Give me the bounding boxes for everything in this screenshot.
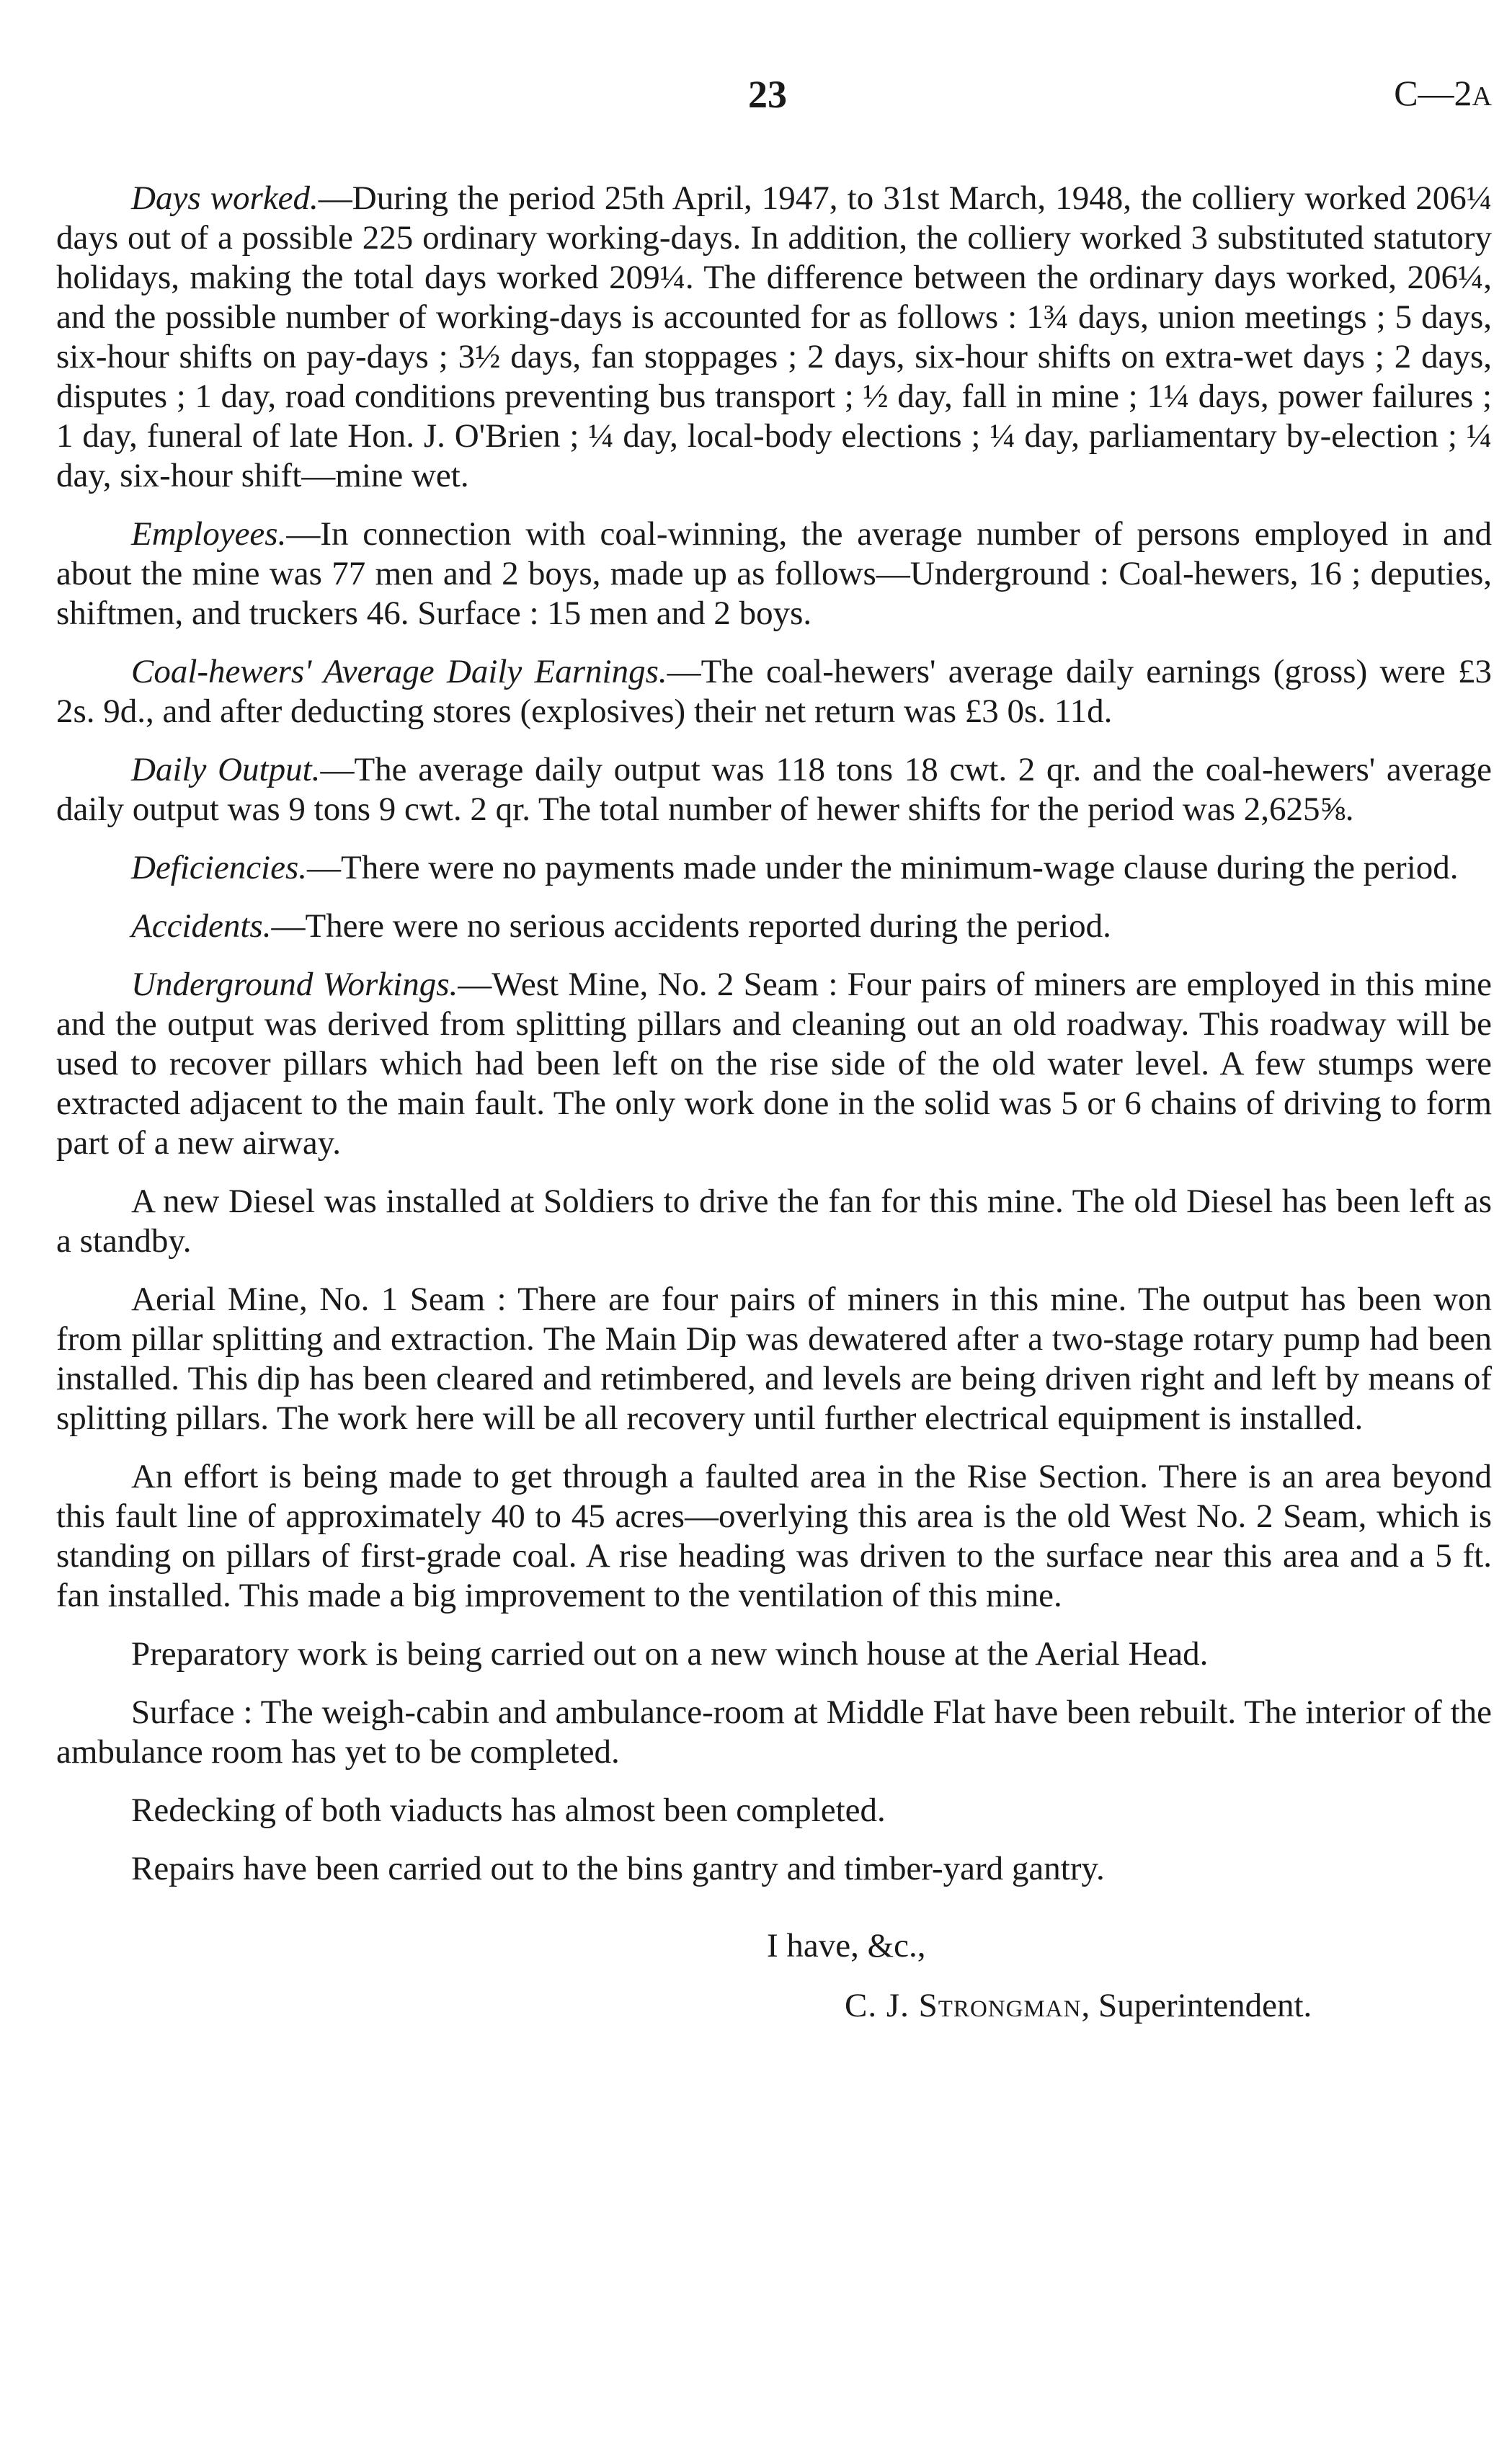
signature-line: [845, 1986, 1492, 2026]
closing-greeting: I have, &c.,: [767, 1927, 926, 1964]
paragraph-text: —The average daily output was 118 tons 18 cwt. 2 qr. and the coal-hewers' average daily output was 9 tons 9 cwt. 2 qr. The total number of hewer shifts for the period was 2,625⅝.: [56, 751, 1492, 828]
page-header: [56, 72, 1492, 130]
paragraph-faulted-area: [56, 1457, 1492, 1616]
paragraph-text: —There were no serious accidents reported during the period.: [271, 907, 1111, 945]
signer-name: C. J. Strongman: [845, 1987, 1082, 2024]
paragraph-text: An effort is being made to get through a faulted area in the Rise Section. There is an area beyond this fault line of approximately 40 to 45 acres—overlying this area is the old West No. 2 Seam, which is standing on pillars of first-grade coal. A rise heading was driven to the surface near this area and a 5 ft. fan installed. This made a big improvement to the ventilation of this mine.: [56, 1458, 1492, 1614]
signer-title: , Superintendent.: [1081, 1987, 1312, 2024]
paragraph-text: —In connection with coal-winning, the average number of persons employed in and about the mine was 77 men and 2 boys, made up as follows—Underground : Coal-hewers, 16 ; deputies, shiftmen, and truckers 46. Surface : 15 men and 2 boys.: [56, 515, 1492, 632]
paragraph-text: —During the period 25th April, 1947, to 31st March, 1948, the colliery worked 206¼ days out of a possible 225 ordinary working-days. In addition, the colliery worked 3 substituted statutory holidays, making the total days worked 209¼. The difference between the ordinary days worked, 206¼, and the possible number of working-days is accounted for as follows : 1¾ days, union meetings ; 5 days, six-hour shifts on pay-days ; 3½ days, fan stoppages ; 2 days, six-hour shifts on extra-wet days ; 2 days, disputes ; 1 day, road conditions preventing bus transport ; ½ day, fall in mine ; 1¼ days, power failures ; 1 day, funeral of late Hon. J. O'Brien ; ¼ day, local-body elections ; ¼ day, parliamentary by-election ; ¼ day, six-hour shift—mine wet.: [56, 179, 1492, 494]
document-reference: [1394, 72, 1492, 114]
paragraph-underground-workings: [56, 965, 1492, 1163]
paragraph-aerial-mine: [56, 1280, 1492, 1438]
paragraph-text: A new Diesel was installed at Soldiers to drive the fan for this mine. The old Diesel has been left as a standby.: [56, 1183, 1492, 1260]
paragraph-gantry-repairs: [56, 1849, 1492, 1889]
paragraph-text: Repairs have been carried out to the bins gantry and timber-yard gantry.: [131, 1850, 1105, 1887]
paragraph-text: —West Mine, No. 2 Seam : Four pairs of miners are employed in this mine and the output was derived from splitting pillars and cleaning out an old roadway. This roadway will be used to recover pillars which had been left on the rise side of the old water level. A few stumps were extracted adjacent to the main fault. The only work done in the solid was 5 or 6 chains of driving to form part of a new airway.: [56, 966, 1493, 1162]
paragraph-accidents: [56, 907, 1492, 946]
paragraph-text: —There were no payments made under the minimum-wage clause during the period.: [307, 849, 1459, 886]
paragraph-employees: [56, 515, 1492, 633]
document-reference-suffix: A: [1472, 81, 1492, 112]
paragraph-text: Surface : The weigh-cabin and ambulance-room at Middle Flat have been rebuilt. The interior of the ambulance room has yet to be completed.: [56, 1694, 1492, 1771]
paragraph-text: —The coal-hewers' average daily earnings (gross) were £3 2s. 9d., and after deducting stores (explosives) their net return was £3 0s. 11d.: [56, 653, 1493, 730]
paragraph-heading: Days worked.: [131, 179, 319, 217]
paragraph-heading: Employees.: [131, 515, 287, 553]
paragraph-daily-output: [56, 750, 1492, 829]
paragraph-text: Aerial Mine, No. 1 Seam : There are four pairs of miners in this mine. The output has been won from pillar splitting and extraction. The Main Dip was dewatered after a two-stage rotary pump had been installed. This dip has been cleared and retimbered, and levels are being driven right and left by means of splitting pillars. The work here will be all recovery until further electrical equipment is installed.: [56, 1281, 1492, 1437]
paragraph-heading: Daily Output.: [131, 751, 321, 788]
paragraph-deficiencies: [56, 848, 1492, 888]
paragraph-winch-house: [56, 1634, 1492, 1674]
paragraph-viaducts: [56, 1791, 1492, 1830]
paragraph-heading: Accidents.: [131, 907, 272, 945]
paragraph-surface: [56, 1693, 1492, 1772]
page-number: 23: [748, 73, 787, 116]
paragraph-heading: Underground Workings.: [131, 966, 458, 1003]
document-page: [56, 72, 1492, 2026]
paragraph-days-worked: [56, 179, 1492, 496]
paragraph-diesel: [56, 1182, 1492, 1261]
letter-closing: [56, 1926, 1492, 2026]
paragraph-text: Preparatory work is being carried out on a new winch house at the Aerial Head.: [131, 1635, 1209, 1673]
document-reference-prefix: C—2: [1394, 73, 1472, 113]
paragraph-earnings: [56, 652, 1492, 731]
paragraph-text: Redecking of both viaducts has almost been completed.: [131, 1792, 886, 1829]
paragraph-heading: Deficiencies.: [131, 849, 308, 886]
paragraph-heading: Coal-hewers' Average Daily Earnings.: [131, 653, 667, 690]
